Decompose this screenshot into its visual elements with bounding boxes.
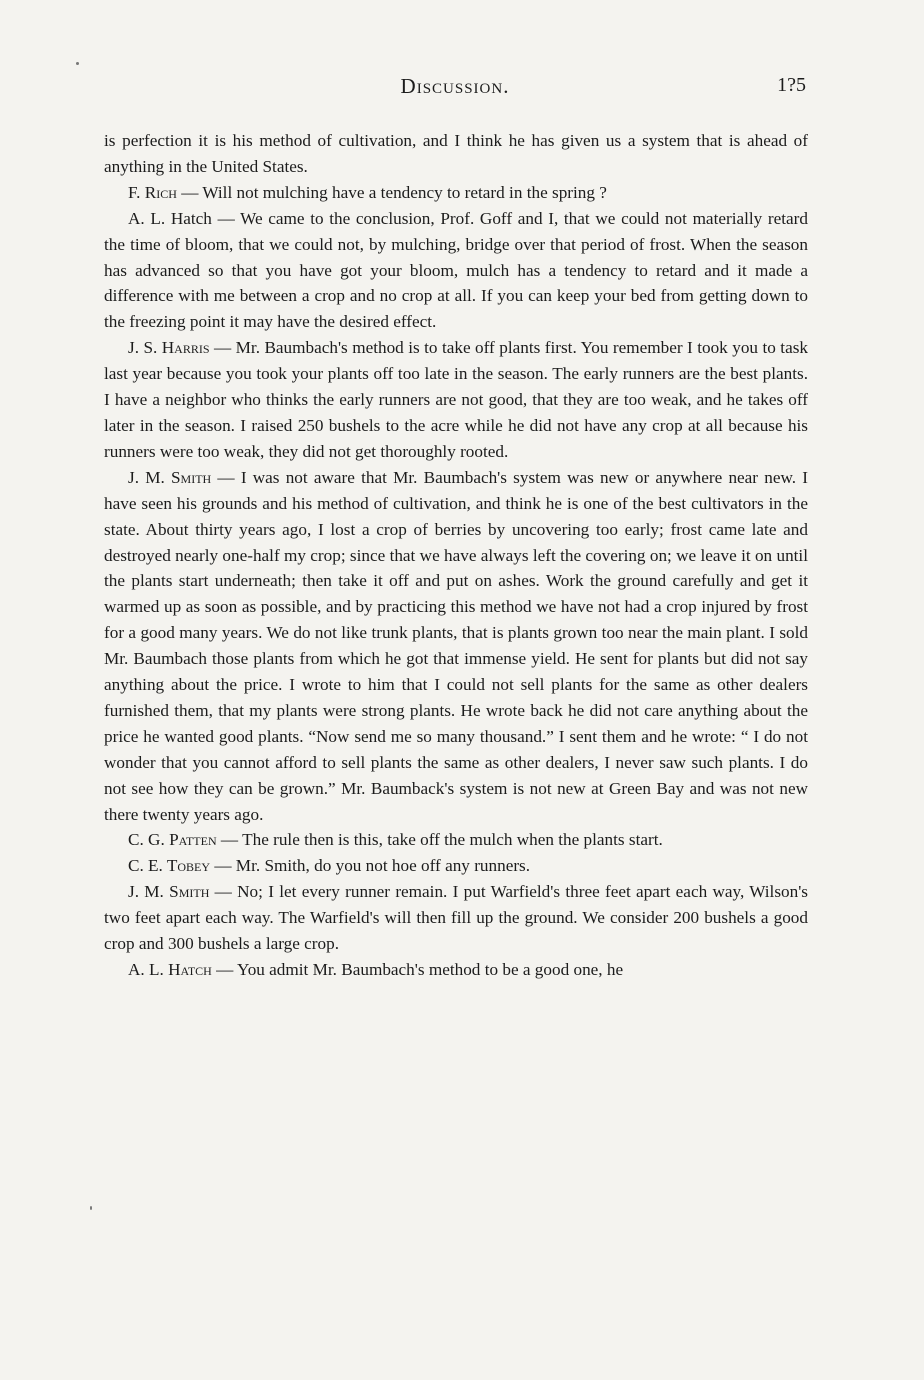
paragraph — [104, 827, 808, 853]
speaker-name: J. M. Smith — [128, 882, 210, 902]
paper-speck — [90, 1206, 92, 1210]
speaker-name: J. M. Smith — [128, 467, 212, 487]
paragraph-text: — No; I let every runner remain. I put Warfield's three feet apart each way, Wilson's two feet apart each way. The Warfield's will then fill up the ground. We consider 200 bushels a good crop and 300 bushels a large crop. — [104, 882, 808, 954]
paragraph — [104, 465, 808, 828]
paragraph-text: — Will not mulching have a tendency to retard in the spring ? — [176, 182, 607, 202]
paragraph-text: is perfection it is his method of cultivation, and I think he has given us a system that is ahead of anything in the United States. — [104, 131, 808, 176]
paragraph-text: — The rule then is this, take off the mulch when the plants start. — [216, 830, 663, 850]
speaker-name: F. Rich — [128, 182, 177, 202]
paragraph-text: — I was not aware that Mr. Baumbach's system was new or anywhere near new. I have seen his grounds and his method of cultivation, and think he is one of the best cultivators in the state. About thirty years ago, I lost a crop of berries by uncovering too early; frost came late and destroyed nearly one-half my crop; since that we have always left the covering on; we leave it on until the plants start underneath; then take it off and put on ashes. Work the ground carefully and get it warmed up as soon as possible, and by practicing this method we have not had a crop injured by frost for a good many years. We do not like trunk plants, that is plants grown too near the main plant. I sold Mr. Baumbach those plants from which he got that immense yield. He sent for plants but did not say anything about the price. I wrote to him that I could not sell plants for the same as other dealers furnished them, that my plants were strong plants. He wrote back he did not care anything about the price he wanted good plants. “Now send me so many thousand.” I sent them and he wrote: “ I do not wonder that you cannot afford to sell plants the same as other dealers, I never saw such plants. I do not see how they can be grown.” Mr. Baumback's system is not new at Green Bay and was not new there twenty years ago. — [104, 467, 808, 824]
paragraph — [104, 206, 808, 336]
speaker-name: A. L. Hatch — [128, 208, 212, 228]
speaker-name: J. S. Harris — [128, 338, 210, 358]
running-title: Discussion. — [400, 74, 510, 98]
paragraph-text: — Mr. Baumbach's method is to take off plants first. You remember I took you to task last year because you took your plants off too late in the season. The early runners are the best plants. I have a neighbor who thinks the early runners are not good, that they are too weak, and he takes off later in the season. I raised 250 bushels to the acre while he did not have any crop at all because his runners were too weak, they did not get thoroughly rooted. — [104, 338, 808, 461]
paragraph — [104, 128, 808, 180]
running-header — [104, 74, 806, 104]
paper-speck — [76, 62, 79, 65]
paragraph-text: — We came to the conclusion, Prof. Goff and I, that we could not materially retard the time of bloom, that we could not, by mulching, bridge over that period of frost. When the season has advanced so that you have got your bloom, mulch has a tendency to retard and it made a difference with me between a crop and no crop at all. If you can keep your bed from getting down to the freezing point it may have the desired effect. — [104, 208, 808, 332]
paragraph-text: — Mr. Smith, do you not hoe off any runners. — [210, 856, 531, 876]
speaker-name: C. G. Patten — [128, 830, 217, 850]
paragraph — [104, 180, 808, 206]
discussion-text — [104, 128, 808, 983]
page-number: 1?5 — [777, 74, 806, 96]
paragraph — [104, 853, 808, 879]
speaker-name: C. E. Tobey — [128, 856, 211, 876]
paragraph — [104, 879, 808, 957]
speaker-name: A. L. Hatch — [128, 960, 212, 979]
paragraph-text: — You admit Mr. Baumbach's method to be a good one, he — [211, 960, 624, 979]
paragraph — [104, 335, 808, 465]
paragraph — [104, 957, 808, 983]
